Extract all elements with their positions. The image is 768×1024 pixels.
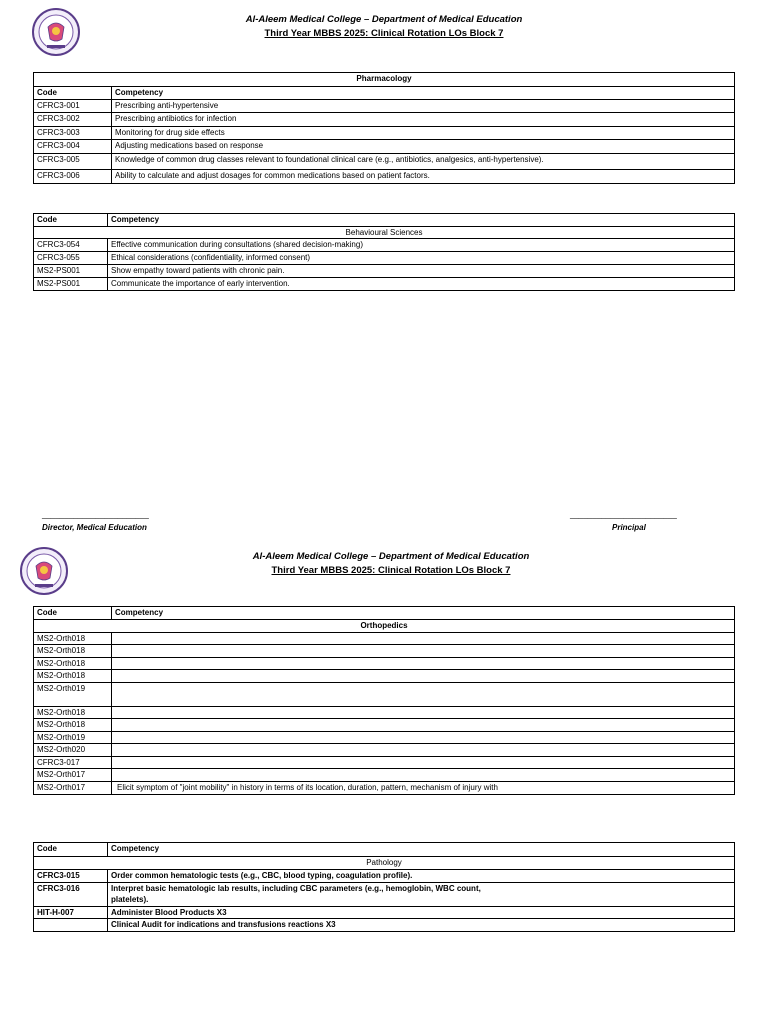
competency-cell: Order common hematologic tests (e.g., CBC, blood typing, coagulation profile). — [108, 870, 735, 883]
table-row — [34, 757, 735, 769]
code-cell: MS2-Orth018 — [34, 707, 112, 719]
competency-cell: Elicit symptom of "joint mobility" in history in terms of its location, duration, pattern, mechanism of injury with — [112, 782, 735, 795]
table-row — [34, 907, 735, 919]
orthopedics-table — [33, 606, 735, 795]
section-title: Orthopedics — [34, 620, 735, 633]
pathology-table — [33, 842, 735, 932]
table-row — [34, 719, 735, 732]
doc-title: Third Year MBBS 2025: Clinical Rotation LOs Block 7 — [264, 28, 504, 39]
table-row — [34, 252, 735, 265]
behavioural-table — [33, 213, 735, 291]
table-row — [34, 633, 735, 645]
director-sign-line: ________________________ — [42, 510, 149, 519]
college-name: Al-Aleem Medical College – Department of Medical Education — [252, 551, 530, 562]
competency-cell — [112, 732, 735, 744]
competency-line-2: platelets). — [111, 895, 149, 904]
code-cell: CFRC3-002 — [34, 113, 112, 127]
code-cell: MS2-Orth019 — [34, 683, 112, 707]
code-cell: CFRC3-001 — [34, 100, 112, 113]
table-row — [34, 127, 735, 140]
table-row — [34, 683, 735, 707]
table-row — [34, 732, 735, 744]
competency-line-1: Interpret basic hematologic lab results, including CBC parameters (e.g., hemoglobin, WBC count, — [111, 884, 481, 893]
competency-cell — [112, 645, 735, 658]
director-label: Director, Medical Education — [42, 523, 147, 532]
table-row — [34, 265, 735, 278]
code-cell: MS2-Orth017 — [34, 782, 112, 795]
table-row — [34, 140, 735, 154]
table-row — [34, 769, 735, 782]
code-cell: MS2-Orth018 — [34, 658, 112, 670]
code-cell: HIT-H-007 — [34, 907, 108, 919]
competency-cell: Administer Blood Products X3 — [108, 907, 735, 919]
competency-cell — [112, 769, 735, 782]
competency-cell — [108, 883, 735, 907]
table-row — [34, 100, 735, 113]
table-row — [34, 870, 735, 883]
doc-title: Third Year MBBS 2025: Clinical Rotation LOs Block 7 — [271, 565, 511, 576]
competency-cell: Prescribing anti-hypertensive — [112, 100, 735, 113]
competency-cell — [112, 670, 735, 683]
code-cell: CFRC3-003 — [34, 127, 112, 140]
table-row — [34, 707, 735, 719]
section-title: Pathology — [34, 857, 735, 870]
table-row — [34, 113, 735, 127]
competency-cell — [112, 658, 735, 670]
pharmacology-table — [33, 72, 735, 184]
principal-sign-line: ________________________ — [570, 510, 677, 519]
table-row — [34, 919, 735, 932]
section-title: Pharmacology — [34, 73, 735, 87]
competency-cell — [112, 683, 735, 707]
code-cell: MS2-Orth018 — [34, 633, 112, 645]
code-cell: MS2-Orth018 — [34, 670, 112, 683]
col-code: Code — [34, 843, 108, 857]
table-row — [34, 744, 735, 757]
code-cell: MS2-Orth020 — [34, 744, 112, 757]
code-cell: CFRC3-015 — [34, 870, 108, 883]
code-cell: CFRC3-006 — [34, 170, 112, 184]
table-row — [34, 154, 735, 170]
competency-cell — [112, 744, 735, 757]
code-cell — [34, 919, 108, 932]
code-cell: CFRC3-016 — [34, 883, 108, 907]
code-cell: MS2-PS001 — [34, 265, 108, 278]
col-competency: Competency — [112, 607, 735, 620]
col-code: Code — [34, 87, 112, 100]
col-competency: Competency — [108, 843, 735, 857]
col-competency: Competency — [112, 87, 735, 100]
competency-cell — [112, 707, 735, 719]
competency-cell: Knowledge of common drug classes relevant to foundational clinical care (e.g., antibiotics, analgesics, anti-hypertensive). — [112, 154, 735, 170]
col-code: Code — [34, 214, 108, 227]
competency-cell: Adjusting medications based on response — [112, 140, 735, 154]
page2-header — [7, 550, 768, 578]
page1-header — [0, 13, 768, 41]
code-cell: CFRC3-055 — [34, 252, 108, 265]
table-row — [34, 170, 735, 184]
code-cell: MS2-Orth018 — [34, 719, 112, 732]
competency-cell: Effective communication during consultations (shared decision-making) — [108, 239, 735, 252]
principal-label: Principal — [612, 523, 646, 532]
code-cell: CFRC3-004 — [34, 140, 112, 154]
competency-cell: Show empathy toward patients with chronic pain. — [108, 265, 735, 278]
competency-cell — [112, 719, 735, 732]
section-title: Behavioural Sciences — [34, 227, 735, 239]
code-cell: MS2-Orth019 — [34, 732, 112, 744]
code-cell: MS2-Orth017 — [34, 769, 112, 782]
competency-cell: Clinical Audit for indications and transfusions reactions X3 — [108, 919, 735, 932]
table-row — [34, 670, 735, 683]
table-row — [34, 658, 735, 670]
competency-cell: Ethical considerations (confidentiality, informed consent) — [108, 252, 735, 265]
table-row — [34, 645, 735, 658]
table-row — [34, 239, 735, 252]
competency-cell: Ability to calculate and adjust dosages for common medications based on patient factors. — [112, 170, 735, 184]
code-cell: CFRC3-005 — [34, 154, 112, 170]
col-competency: Competency — [108, 214, 735, 227]
table-row — [34, 278, 735, 291]
college-name: Al-Aleem Medical College – Department of Medical Education — [245, 14, 523, 25]
col-code: Code — [34, 607, 112, 620]
competency-cell: Monitoring for drug side effects — [112, 127, 735, 140]
competency-cell: Communicate the importance of early intervention. — [108, 278, 735, 291]
table-row — [34, 883, 735, 907]
table-row — [34, 782, 735, 795]
code-cell: CFRC3-054 — [34, 239, 108, 252]
competency-cell: Prescribing antibiotics for infection — [112, 113, 735, 127]
code-cell: CFRC3-017 — [34, 757, 112, 769]
competency-cell — [112, 757, 735, 769]
code-cell: MS2-PS001 — [34, 278, 108, 291]
competency-cell — [112, 633, 735, 645]
code-cell: MS2-Orth018 — [34, 645, 112, 658]
